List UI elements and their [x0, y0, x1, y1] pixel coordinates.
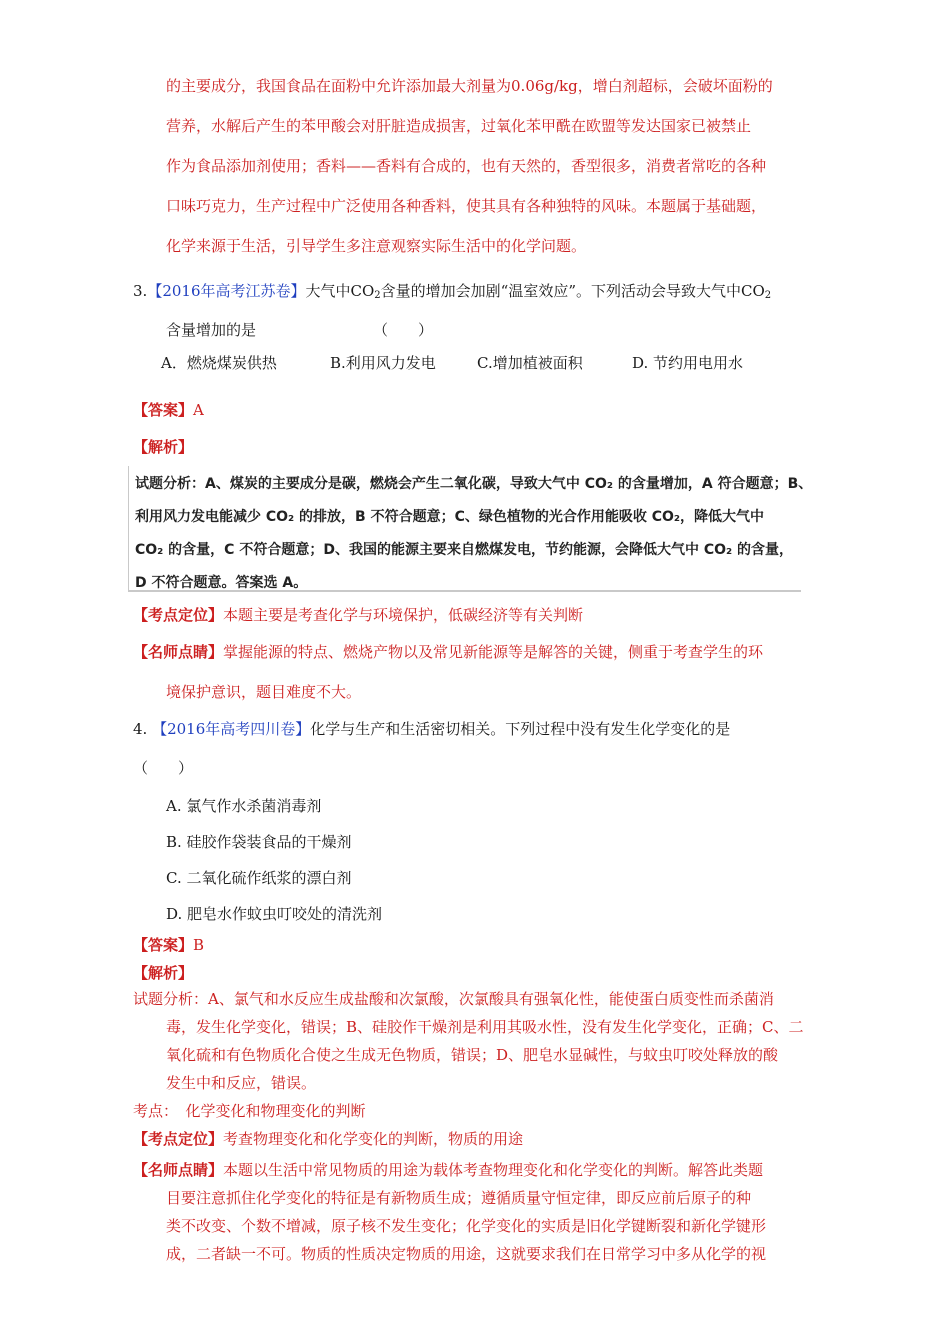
q3-mingshi-text: 掌握能源的特点、燃烧产物以及常见新能源等是解答的关键，侧重于考查学生的环: [223, 643, 764, 661]
q4-mingshi-line: 类不改变、个数不增减，原子核不发生变化；化学变化的实质是旧化学键断裂和新化学键形: [166, 1217, 767, 1235]
q3-stem-a: 大气中CO: [305, 282, 375, 300]
q4-analysis-tag: 【解析】: [133, 964, 194, 982]
q3-answer-tag: 【答案】: [133, 401, 194, 419]
q4-analysis-line: 发生中和反应，错误。: [166, 1074, 317, 1092]
q4-answer-tag: 【答案】: [133, 936, 194, 954]
q3-stem-line2: 含量增加的是: [166, 321, 257, 339]
q4-paren: （ ）: [133, 759, 194, 777]
q3-option-c: C.增加植被面积: [477, 354, 583, 372]
q4-option-d: D. 肥皂水作蚊虫叮咬处的清洗剂: [166, 905, 383, 923]
q3-analysis-line: 试题分析：A、煤炭的主要成分是碳，燃烧会产生二氧化碳，导致大气中 CO₂ 的含量增加，A 符合题意；B、: [135, 476, 813, 492]
q4-option-a: A. 氯气作水杀菌消毒剂: [166, 797, 322, 815]
q3-answer: [133, 399, 204, 420]
q4-kaodian-plain: 考点： 化学变化和物理变化的判断: [133, 1102, 366, 1120]
q4-option-b: B. 硅胶作袋装食品的干燥剂: [166, 833, 352, 851]
q3-kaodian: [133, 604, 583, 625]
q3-mingshi-line2: 境保护意识，题目难度不大。: [166, 683, 362, 701]
q4-answer: [133, 934, 204, 955]
intro-line: 营养，水解后产生的苯甲酸会对肝脏造成损害，过氧化苯甲酰在欧盟等发达国家已被禁止: [166, 117, 752, 135]
q3-paren: （ ）: [373, 321, 434, 339]
q3-stem: [133, 280, 771, 301]
q3-answer-value: A: [193, 401, 204, 419]
intro-line: 作为食品添加剂使用；香料——香料有合成的，也有天然的，香型很多，消费者常吃的各种: [166, 157, 767, 175]
q4-mingshi-line: 本题以生活中常见物质的用途为载体考查物理变化和化学变化的判断。解答此类题: [223, 1161, 764, 1179]
q4-analysis-line: 试题分析：A、氯气和水反应生成盐酸和次氯酸，次氯酸具有强氧化性，能使蛋白质变性而杀菌消: [133, 990, 774, 1008]
q3-kaodian-tag: 【考点定位】: [133, 606, 224, 624]
q3-sub2: 2: [764, 290, 772, 301]
intro-line: 的主要成分，我国食品在面粉中允许添加最大剂量为0.06g/kg，增白剂超标，会破坏面粉的: [166, 77, 773, 95]
q4-analysis-line: 毒，发生化学变化，错误；B、硅胶作干燥剂是利用其吸水性，没有发生化学变化，正确；C、二: [166, 1018, 804, 1036]
q3-option-d: D. 节约用电用水: [632, 354, 744, 372]
q3-option-b: B.利用风力发电: [330, 354, 436, 372]
q3-analysis-tag: 【解析】: [133, 438, 194, 456]
q4-kaodian-text: 考查物理变化和化学变化的判断，物质的用途: [223, 1130, 524, 1148]
intro-paragraph: [166, 66, 826, 266]
q3-analysis-line: D 不符合题意。答案选 A。: [135, 575, 308, 591]
q3-source: 【2016年高考江苏卷】: [147, 282, 306, 300]
q4-analysis-line: 氧化硫和有色物质化合使之生成无色物质，错误；D、肥皂水显碱性，与蚊虫叮咬处释放的酸: [166, 1046, 779, 1064]
intro-line: 口味巧克力，生产过程中广泛使用各种香料，使其具有各种独特的风味。本题属于基础题，: [166, 197, 767, 215]
q4-mingshi-tag: 【名师点睛】: [133, 1161, 224, 1179]
q4-kaodian: [133, 1128, 523, 1149]
q4-mingshi: [133, 1156, 823, 1268]
q4-stem-text: 化学与生产和生活密切相关。下列过程中没有发生化学变化的是: [310, 720, 731, 738]
q3-mingshi: [133, 641, 763, 662]
q4-mingshi-line: 成，二者缺一不可。物质的性质决定物质的用途，这就要求我们在日常学习中多从化学的视: [166, 1245, 767, 1263]
q3-option-a: A．燃烧煤炭供热: [161, 354, 277, 372]
q4-number: 4.: [133, 720, 148, 738]
q4-source: 【2016年高考四川卷】: [152, 720, 311, 738]
q3-number: 3.: [133, 282, 148, 300]
q4-kaodian-tag: 【考点定位】: [133, 1130, 224, 1148]
intro-line: 化学来源于生活，引导学生多注意观察实际生活中的化学问题。: [166, 237, 587, 255]
q4-stem: [133, 718, 730, 739]
q4-answer-value: B: [193, 936, 205, 954]
q3-analysis-image: [128, 466, 813, 592]
q3-mingshi-tag: 【名师点睛】: [133, 643, 224, 661]
q3-stem-b: 含量的增加会加剧“温室效应”。下列活动会导致大气中CO: [380, 282, 765, 300]
q3-analysis-line: 利用风力发电能减少 CO₂ 的排放，B 不符合题意；C、绿色植物的光合作用能吸收 CO₂，降低大气中: [135, 509, 765, 525]
q3-sub1: 2: [374, 290, 381, 301]
q3-kaodian-text: 本题主要是考查化学与环境保护，低碳经济等有关判断: [223, 606, 584, 624]
q4-analysis: [133, 985, 823, 1097]
q3-analysis-line: CO₂ 的含量，C 不符合题意；D、我国的能源主要来自燃煤发电，节约能源，会降低大气中 CO₂ 的含量，: [135, 542, 794, 558]
q4-option-c: C. 二氧化硫作纸浆的漂白剂: [166, 869, 352, 887]
q4-mingshi-line: 目要注意抓住化学变化的特征是有新物质生成；遵循质量守恒定律，即反应前后原子的种: [166, 1189, 752, 1207]
